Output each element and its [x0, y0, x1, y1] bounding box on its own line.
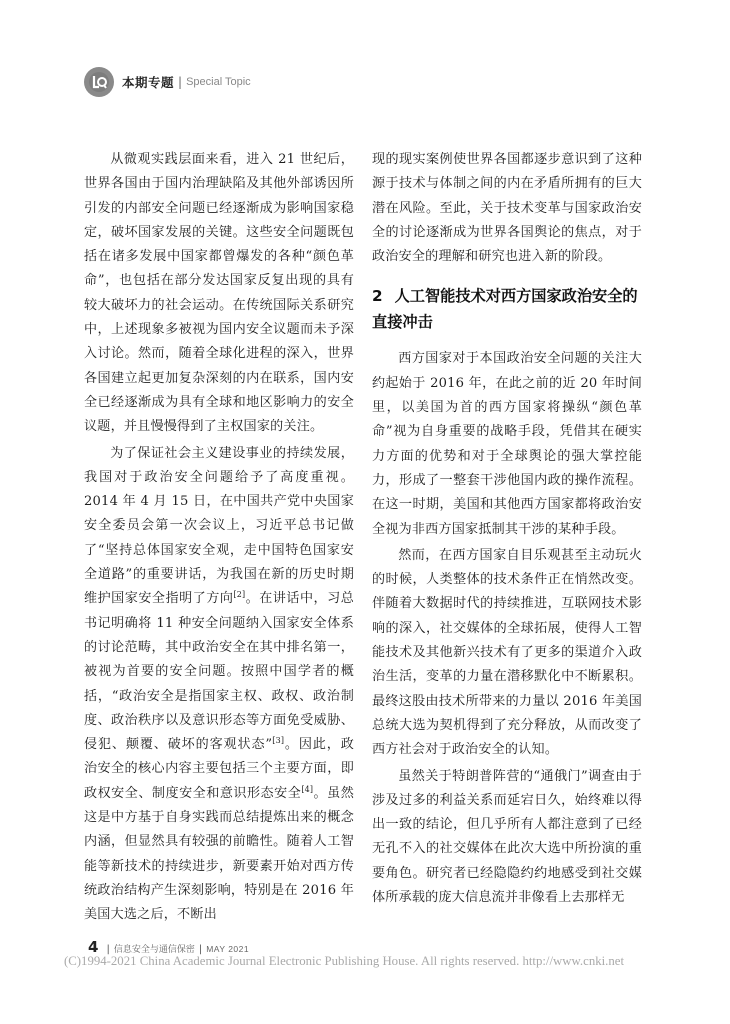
reference-marker[interactable]: [3] [272, 736, 285, 746]
section-title-en: Special Topic [186, 76, 251, 88]
section-number: 2 [372, 287, 383, 306]
right-column [372, 148, 642, 910]
section-heading [372, 283, 642, 335]
paragraph-text: 为了保证社会主义建设事业的持续发展，我国对于政治安全问题给予了高度重视。2014 年 4 月 15 日，在中国共产党中央国家安全委员会第一次会议上，习近平总书记做了“坚持总体国家安全观，走中国特色国家安全道路”的重要讲话，为我国在新的历史时期维护国家安全指明了方向 [84, 445, 354, 607]
section-title-cn: 本期专题 [122, 75, 175, 90]
footer-separator: | [198, 944, 203, 955]
left-column [84, 148, 354, 928]
page-header [84, 64, 251, 100]
paragraph: 然而，在西方国家自目乐观甚至主动玩火的时候，人类整体的技术条件正在悄然改变。伴随着大数据时代的持续推进，互联网技术影响的深入，社交媒体的全球拓展，使得人工智能技术及其他新兴技术有了更多的渠道介入政治生活，变革的力量在潜移默化中不断累积。最终这股由技术所带来的力量以 2016 年美国总统大选为契机得到了充分释放，从而改变了西方社会对于政治安全的认知。 [372, 547, 642, 758]
page-number: 4 [88, 938, 99, 956]
copyright-watermark: (C)1994-2021 China Academic Journal Electronic Publishing House. All rights reserved. http://www.cnki.net [64, 954, 625, 968]
section-heading-text: 人工智能技术对西方国家政治安全的直接冲击 [372, 287, 638, 332]
journal-logo-icon [88, 71, 110, 93]
reference-marker[interactable]: [4] [301, 784, 314, 794]
journal-logo [84, 67, 114, 97]
paragraph-continued: 现的现实案例使世界各国都逐步意识到了这种源于技术与体制之间的内在矛盾所拥有的巨大潜在风险。至此，关于技术变革与国家政治安全的讨论逐渐成为世界各国舆论的焦点，对于政治安全的理解和研究也进入新的阶段。 [372, 152, 642, 265]
footer-separator: | [106, 944, 110, 955]
paragraph: 虽然关于特朗普阵营的“通俄门”调查由于涉及过多的利益关系而延宕日久，始终难以得出一致的结论，但几乎所有人都注意到了已经无孔不入的社交媒体在此次大选中所扮演的重要角色。研究者已经隐隐约约地感受到社交媒体所承载的庞大信息流并非像看上去那样无 [372, 768, 642, 906]
paragraph-text: 。在讲话中，习总书记明确将 11 种安全问题纳入国家安全体系的讨论范畴，其中政治安全在其中排名第一，被视为首要的安全问题。按照中国学者的概括，“政治安全是指国家主权、政权、政治制度、政治秩序以及意识形态等方面免受威胁、侵犯、颠覆、破坏的客观状态” [84, 591, 354, 753]
paragraph: 西方国家对于本国政治安全问题的关注大约起始于 2016 年，在此之前的近 20 年时间里，以美国为首的西方国家将操纵“颜色革命”视为自身重要的战略手段，凭借其在硬实力方面的优势和对于全球舆论的强大掌控能力，形成了一整套干涉他国内政的操作流程。在这一时期，美国和其他西方国家都将政治安全视为非西方国家抵制其干涉的某种手段。 [372, 351, 642, 537]
paragraph: 从微观实践层面来看，进入 21 世纪后，世界各国由于国内治理缺陷及其他外部诱因所引发的内部安全问题已经逐渐成为影响国家稳定，破坏国家发展的关键。这些安全问题既包括在诸多发展中国家都曾爆发的各种“颜色革命”，也包括在部分发达国家反复出现的具有较大破坏力的社会运动。在传统国际关系研究中，上述现象多被视为国内安全议题而未予深入讨论。然而，随着全球化进程的深入，世界各国建立起更加复杂深刻的内在联系，国内安全已经逐渐成为具有全球和地区影响力的安全议题，并且慢慢得到了主权国家的关注。 [84, 152, 354, 435]
issue-date: MAY 2021 [206, 944, 250, 954]
journal-name: 信息安全与通信保密 [113, 945, 195, 955]
paragraph-political-security [84, 442, 354, 928]
paragraph-text: 。因此，政治安全的核心内容主要包括三个主要方面，即政权安全、制度安全和意识形态安全 [84, 737, 355, 801]
header-separator: | [178, 75, 183, 89]
paragraph-text: 。虽然这是中方基于自身实践而总结提炼出来的概念内涵，但显然具有较强的前瞻性。随着人工智能等新技术的持续进步，新要素开始对西方传统政治结构产生深刻影响，特别是在 2016 年美国大选之后，不断出 [84, 785, 354, 923]
reference-marker[interactable]: [2] [233, 590, 246, 600]
